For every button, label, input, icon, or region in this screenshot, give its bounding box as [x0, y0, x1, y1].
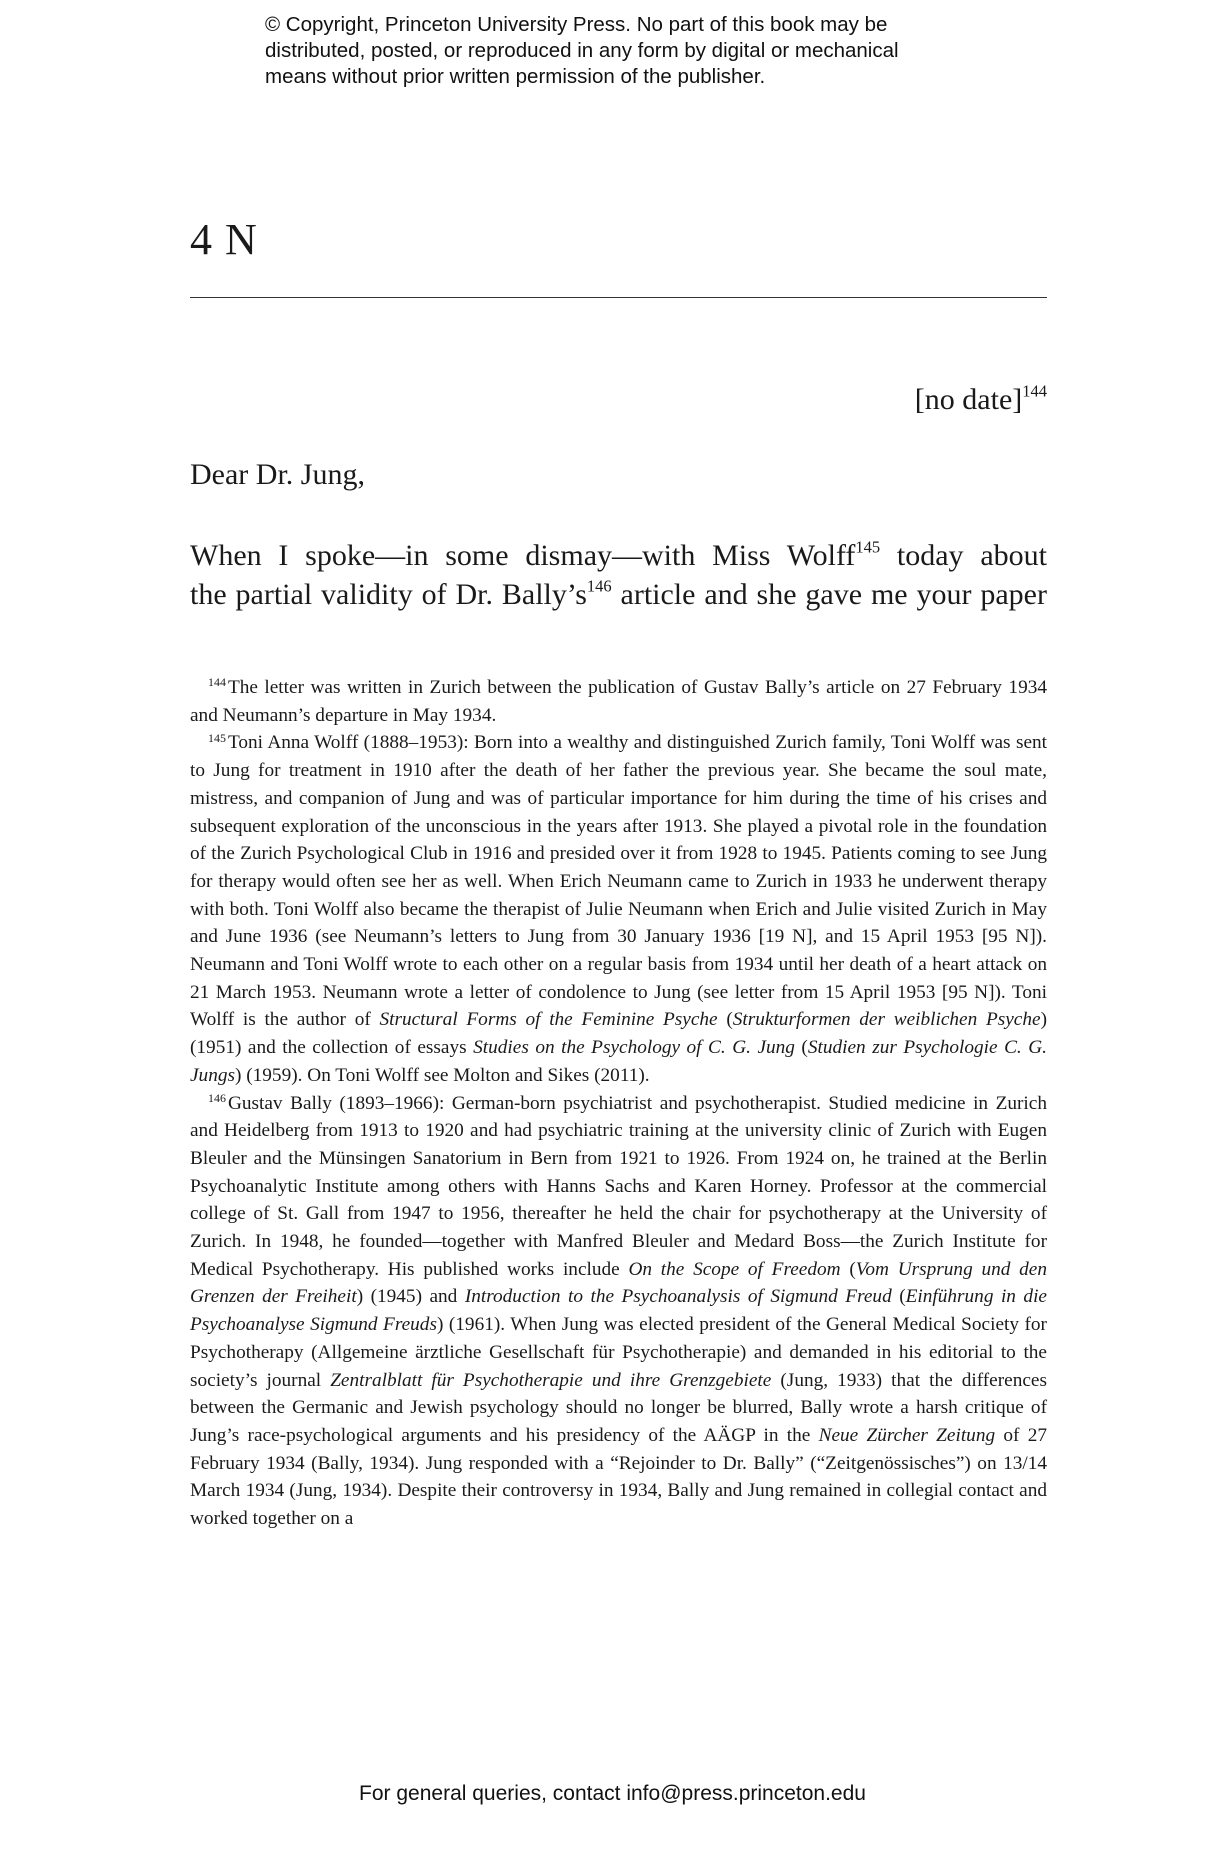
book-title: On the Scope of Freedom: [628, 1258, 841, 1280]
book-title: Structural Forms of the Feminine Psyche: [379, 1009, 718, 1031]
book-title: Strukturformen der weiblichen Psyche: [732, 1009, 1041, 1031]
footnote-text: of 27 February 1934 (Bally, 1934). Jung responded with a “Rejoinder to Dr. Bally” (“Zeitgenössisches”) on 13/14 March 1934 (Jung, 1934). Despite their controversy in 1934, Bally and Jung remained in collegial contact and worked together on a: [190, 1424, 1047, 1530]
body-text-segment: article and she gave me your paper: [611, 578, 1047, 611]
footnote-mark: 144: [208, 675, 226, 690]
footnote-ref-146: 146: [586, 576, 612, 596]
copyright-line-3: means without prior written permission of the publisher.: [265, 65, 766, 88]
letter-body-line-1: [190, 536, 1047, 575]
book-title: Studies on the Psychology of C. G. Jung: [473, 1037, 795, 1059]
footnote-text: ) (1959). On Toni Wolff see Molton and Sikes (2011).: [234, 1064, 650, 1086]
footnote-144: [190, 674, 1047, 729]
journal-title: Zentralblatt für Psychotherapie und ihre Grenzgebiete: [330, 1369, 772, 1391]
copyright-line-1: © Copyright, Princeton University Press. No part of this book may be: [265, 13, 888, 36]
footnote-text: The letter was written in Zurich between the publication of Gustav Bally’s article on 27 February 1934 and Neumann’s departure in May 1934.: [190, 677, 1047, 726]
footnote-text: ) (1951) and the collection of essays: [190, 1009, 1047, 1059]
footnote-mark: 145: [208, 730, 226, 745]
footnote-ref-144: 144: [1022, 381, 1047, 401]
footnote-text: Toni Anna Wolff (1888–1953): Born into a wealthy and distinguished Zurich family, Toni Wolff was sent to Jung for treatment in 1910 after the death of her father the previous year. She became the soul mate, mistress, and companion of Jung and was of particular importance for him during the time of his crises and subsequent exploration of the unconscious in the years after 1913. She played a pivotal role in the foundation of the Zurich Psychological Club in 1916 and presided over it from 1928 to 1945. Patients coming to see Jung for therapy would often see her as well. When Erich Neumann came to Zurich in 1933 he underwent therapy with both. Toni Wolff also became the therapist of Julie Neumann when Erich and Julie visited Zurich in May and June 1936 (see Neumann’s letters to Jung from 30 January 1936 [19 N], and 15 April 1953 [95 N]). Neumann and Toni Wolff wrote to each other on a regular basis from 1934 until her death of a heart attack on 21 March 1953. Neumann wrote a letter of condolence to Jung (see letter from 15 April 1953 [95 N]). Toni Wolff is the author of: [190, 732, 1047, 1031]
footnote-text: Gustav Bally (1893–1966): German-born psychiatrist and psychotherapist. Studied medicine in Zurich and Heidelberg from 1913 to 1920 and had psychiatric training at the university clinic of Zurich with Eugen Bleuler and the Münsingen Sanatorium in Bern from 1921 to 1926. From 1924 on, he trained at the Berlin Psychoanalytic Institute among others with Hanns Sachs and Karen Horney. Professor at the commercial college of St. Gall from 1947 to 1956, thereafter he held the chair for psychotherapy at the University of Zurich. In 1948, he founded—together with Manfred Bleuler and Medard Boss—the Zurich Institute for Medical Psychotherapy. His published works include: [190, 1092, 1047, 1280]
footnote-146: [190, 1090, 1047, 1533]
copyright-line-2: distributed, posted, or reproduced in any form by digital or mechanical: [265, 39, 899, 62]
book-title: Introduction to the Psychoanalysis of Sigmund Freud: [464, 1286, 892, 1308]
footnote-text: (: [840, 1258, 856, 1280]
body-text-segment: When I spoke—in some dismay—with Miss Wolff: [190, 539, 856, 572]
letter-date: [915, 380, 1047, 420]
footnote-text: (Jung, 1933) that the differences between the Germanic and Jewish psychology should no longer be blurred, Bally wrote a harsh critique of Jung’s race-psychological arguments and his presidency of the AÄGP in the: [190, 1369, 1047, 1446]
letter-number: 4 N: [190, 215, 258, 264]
footnotes-section: [190, 674, 1047, 1533]
letter-body-line-2: [190, 575, 1047, 614]
salutation: Dear Dr. Jung,: [190, 458, 365, 491]
body-text-segment: today about: [880, 539, 1047, 572]
footnote-145: [190, 729, 1047, 1089]
letter-body: [190, 536, 1047, 614]
footnote-text: (: [891, 1286, 906, 1308]
footnote-text: ) (1945) and: [356, 1286, 465, 1308]
footnote-text: (: [794, 1037, 808, 1059]
footnote-text: ) (1961). When Jung was elected president of the General Medical Society for Psychotherapy (Allgemeine ärztliche Gesellschaft für Psychotherapie) and demanded in his editorial to the society’s journal: [190, 1314, 1047, 1391]
body-text-segment: the partial validity of Dr. Bally’s: [190, 578, 587, 611]
footnote-text: (: [717, 1009, 733, 1031]
copyright-notice: [265, 12, 1025, 90]
footnote-ref-145: 145: [855, 537, 881, 557]
book-title: Vom Ursprung und den Grenzen der Freiheit: [190, 1258, 1047, 1308]
newspaper-title: Neue Zürcher Zeitung: [818, 1424, 996, 1446]
letter-date-text: [no date]: [914, 383, 1023, 416]
footnote-mark: 146: [208, 1090, 226, 1105]
book-title: Studien zur Psychologie C. G. Jungs: [190, 1037, 1047, 1086]
book-title: Einführung in die Psychoanalyse Sigmund Freuds: [190, 1286, 1047, 1336]
footer-contact: For general queries, contact info@press.princeton.edu: [359, 1782, 866, 1805]
title-divider: [190, 297, 1047, 298]
